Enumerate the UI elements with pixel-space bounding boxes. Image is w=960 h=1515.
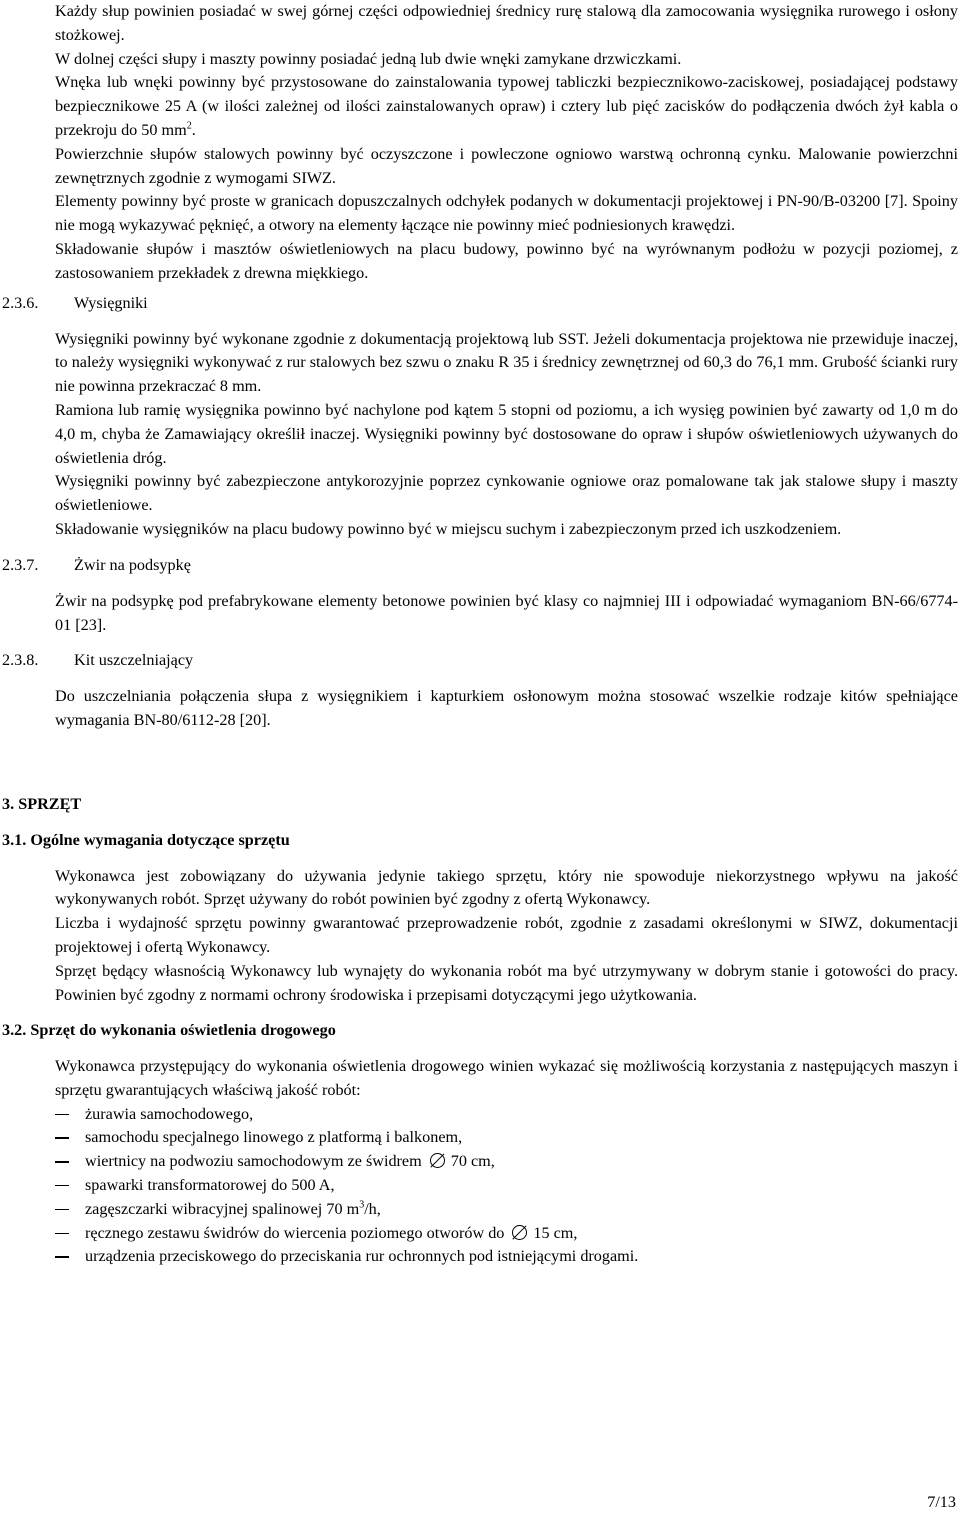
paragraph: Każdy słup powinien posiadać w swej górnej części odpowiedniej średnicy rurę stalową dla zamocowania wysięgnika rurowego i osłony stożkowej. [55,2,958,44]
superscript: 3 [359,1199,365,1211]
list-item-text: żurawia samochodowego, [85,1104,254,1123]
paragraph: Elementy powinny być proste w granicach dopuszczalnych odchyłek podanych w dokumentacji projektowej i PN-90/B-03200 [7]. Spoiny nie mogą wykazywać pęknięć, a otwory na elementy łączące nie powinny mieć podniesionych krawędzi. [55,192,958,235]
list-item [55,1103,958,1127]
list-item [55,1245,958,1269]
diameter-icon [430,1153,445,1168]
subsection-heading-2-3-7 [0,554,960,578]
list-item [55,1174,958,1198]
section-heading-3: 3. SPRZĘT [2,794,82,813]
section-title: Wysięgniki [74,293,148,312]
paragraph: Liczba i wydajność sprzętu powinny gwarantować przeprowadzenie robót, zgodnie z zasadami określonymi w SIWZ, dokumentacji projektowej i ofertą Wykonawcy. [55,914,958,956]
list-item-text: 70 cm, [450,1152,495,1171]
section-number: 2.3.6. [2,293,39,312]
subsection-heading-3-2: 3.2. Sprzęt do wykonania oświetlenia drogowego [2,1021,336,1040]
dash-bullet [55,1209,69,1210]
list-item [55,1222,958,1246]
paragraph: Składowanie wysięgników na placu budowy powinno być w miejscu suchym i zabezpieczonym przed ich uszkodzeniem. [55,519,842,538]
paragraph: Wysięgniki powinny być zabezpieczone antykorozyjnie poprzez cynkowanie ogniowe oraz pomalowane tak jak stalowe słupy i maszty oświetleniowe. [55,472,958,515]
list-item-text: spawarki transformatorowej do 500 A, [85,1176,335,1195]
superscript: 2 [186,120,192,132]
list-item-text: /h, [364,1199,381,1218]
dash-bullet [55,1256,69,1257]
list-item [55,1198,958,1222]
list-item-text: wiertnicy na podwoziu samochodowym ze świdrem [85,1152,422,1171]
paragraph: Wykonawca przystępujący do wykonania oświetlenia drogowego winien wykazać się możliwością korzystania z następujących maszyn i sprzętu gwarantujących właściwą jakość robót: [55,1057,958,1099]
paragraph: Ramiona lub ramię wysięgnika powinno być nachylone pod kątem 5 stopni od poziomu, a ich wysięg powinien być zawarty od 1,0 m do 4,0 m, chyba że Zamawiający określił inaczej. Wysięgniki powinny być dostosowane do opraw i słupów oświetleniowych używanych do oświetlenia dróg. [55,400,958,467]
list-item-text: ręcznego zestawu świdrów do wiercenia poziomego otworów do [85,1223,505,1242]
section-title: Żwir na podsypkę [74,555,191,574]
paragraph: Składowanie słupów i masztów oświetleniowych na placu budowy, powinno być na wyrównanym podłożu w pozycji poziomej, z zastosowaniem przekładek z drewna miękkiego. [55,239,958,282]
list-item [55,1126,958,1150]
paragraph [55,71,958,142]
dash-bullet [55,1161,69,1162]
paragraph: W dolnej części słupy i maszty powinny posiadać jedną lub dwie wnęki zamykane drzwiczkami. [55,49,682,68]
list-item-text: samochodu specjalnego linowego z platformą i balkonem, [85,1128,463,1147]
paragraph: Sprzęt będący własnością Wykonawcy lub wynajęty do wykonania robót ma być utrzymywany w dobrym stanie i gotowości do pracy. Powinien być zgodny z normami ochrony środowiska i przepisami dotyczącymi jego użytkowania. [55,961,958,1004]
list-item-text: zagęszczarki wibracyjnej spalinowej 70 m [85,1199,360,1218]
paragraph: Do uszczelniania połączenia słupa z wysięgnikiem i kapturkiem osłonowym można stosować wszelkie rodzaje kitów spełniające wymagania BN-80/6112-28 [20]. [55,687,958,730]
list-item-text: 15 cm, [533,1223,578,1242]
dash-bullet [55,1137,69,1138]
diameter-icon [512,1225,527,1240]
dash-bullet [55,1114,69,1115]
paragraph: Powierzchnie słupów stalowych powinny być oczyszczone i powleczone ogniowo warstwą ochronną cynku. Malowanie powierzchni zewnętrznych zgodnie z wymogami SIWZ. [55,144,958,187]
paragraph-text-end: . [191,120,196,139]
subsection-heading-2-3-8 [0,649,960,673]
paragraph: Wysięgniki powinny być wykonane zgodnie z dokumentacją projektową lub SST. Jeżeli dokumentacja projektowa nie przewiduje inaczej, to należy wysięgniki wykonywać z rur stalowych bez szwu o znaku R 35 i średnicy zewnętrznej od 60,3 do 76,1 mm. Grubość ścianki rury nie powinna przekraczać 8 mm. [55,329,958,396]
paragraph-text: Wnęka lub wnęki powinny być przystosowane do zainstalowania typowej tabliczki bezpiecznikowo-zaciskowej, posiadającej podstawy bezpiecznikowe 25 A (w ilości zależnej od ilości zainstalowanych opraw) i cztery lub pięć zacisków do podłączenia dwóch żył kabla o przekroju do 50 mm [55,73,958,139]
section-number: 2.3.7. [2,555,39,574]
subsection-heading-3-1: 3.1. Ogólne wymagania dotyczące sprzętu [2,830,290,849]
section-title: Kit uszczelniający [74,651,194,670]
list-item [55,1150,958,1174]
list-item-text: urządzenia przeciskowego do przeciskania rur ochronnych pod istniejącymi drogami. [85,1247,639,1266]
equipment-list [55,1103,958,1270]
subsection-heading-2-3-6 [0,292,960,316]
paragraph: Wykonawca jest zobowiązany do używania jedynie takiego sprzętu, który nie spowoduje niekorzystnego wpływu na jakość wykonywanych robót. Sprzęt używany do robót powinien być zgodny z ofertą Wykonawcy. [55,866,958,909]
page-number: 7/13 [927,1493,956,1511]
dash-bullet [55,1233,69,1234]
section-number: 2.3.8. [2,651,39,670]
paragraph: Żwir na podsypkę pod prefabrykowane elementy betonowe powinien być klasy co najmniej III i odpowiadać wymaganiom BN-66/6774-01 [23]. [55,591,958,634]
dash-bullet [55,1185,69,1186]
